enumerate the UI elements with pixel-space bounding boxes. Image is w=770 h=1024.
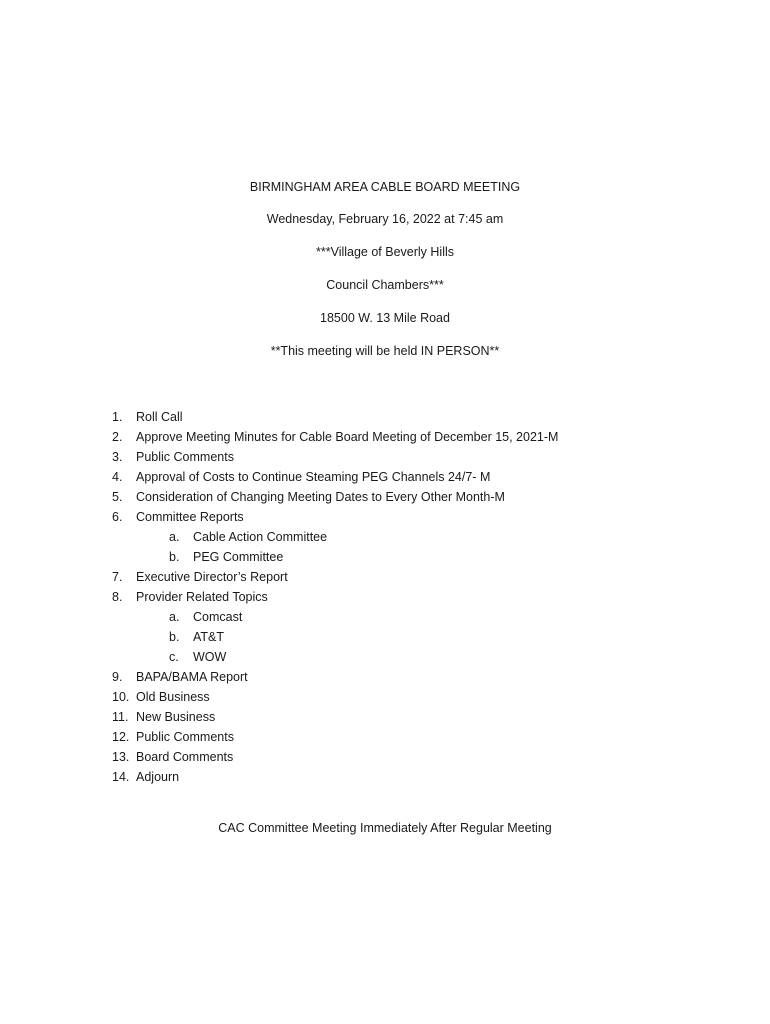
agenda-item-text: Adjourn (136, 770, 180, 784)
agenda-item (0, 407, 770, 427)
agenda-item (0, 567, 770, 587)
agenda-list (0, 407, 770, 787)
agenda-item-number: 10. (112, 690, 130, 704)
agenda-item-text: Approval of Costs to Continue Steaming PEG Channels 24/7- M (136, 470, 491, 484)
meeting-title: BIRMINGHAM AREA CABLE BOARD MEETING (249, 180, 521, 194)
agenda-item-number: 4. (112, 470, 123, 484)
agenda-item-number: 6. (112, 510, 123, 524)
agenda-item-number: 11. (112, 710, 129, 724)
agenda-item (0, 707, 770, 727)
agenda-item-text: Approve Meeting Minutes for Cable Board Meeting of December 15, 2021-M (136, 430, 559, 444)
agenda-item-text: Executive Director’s Report (136, 570, 288, 584)
agenda-subitem (0, 607, 770, 627)
agenda-item-text: New Business (136, 710, 216, 724)
agenda-subitem (0, 627, 770, 647)
agenda-item (0, 587, 770, 607)
agenda-subitem-text: WOW (193, 650, 227, 664)
agenda-subitem-letter: a. (169, 610, 180, 624)
agenda-item-text: Provider Related Topics (136, 590, 268, 604)
agenda-item-text: Consideration of Changing Meeting Dates to Every Other Month-M (136, 490, 505, 504)
agenda-item-number: 12. (112, 730, 130, 744)
meeting-notice: **This meeting will be held IN PERSON** (270, 344, 500, 358)
agenda-subitem-letter: c. (169, 650, 179, 664)
agenda-item-text: Board Comments (136, 750, 234, 764)
meeting-date: Wednesday, February 16, 2022 at 7:45 am (266, 212, 504, 226)
agenda-subitem-text: PEG Committee (193, 550, 284, 564)
agenda-item-text: Old Business (136, 690, 210, 704)
agenda-subitem-letter: b. (169, 630, 180, 644)
agenda-item-text: BAPA/BAMA Report (136, 670, 248, 684)
agenda-subitem-letter: b. (169, 550, 180, 564)
agenda-item-number: 8. (112, 590, 123, 604)
agenda-subitem (0, 527, 770, 547)
agenda-item (0, 447, 770, 467)
agenda-item (0, 507, 770, 527)
agenda-item-text: Public Comments (136, 730, 234, 744)
footer-note: CAC Committee Meeting Immediately After Regular Meeting (218, 821, 552, 835)
agenda-item-number: 9. (112, 670, 123, 684)
agenda-subitem (0, 647, 770, 667)
agenda-subitem-text: AT&T (193, 630, 225, 644)
agenda-item-number: 14. (112, 770, 130, 784)
agenda-item (0, 727, 770, 747)
agenda-item (0, 427, 770, 447)
agenda-item (0, 687, 770, 707)
agenda-item-text: Committee Reports (136, 510, 244, 524)
agenda-subitem (0, 547, 770, 567)
agenda-item-number: 1. (112, 410, 123, 424)
meeting-location-line-1: ***Village of Beverly Hills (315, 245, 455, 259)
agenda-item-number: 2. (112, 430, 123, 444)
agenda-item-number: 7. (112, 570, 123, 584)
agenda-item (0, 747, 770, 767)
agenda-subitem-letter: a. (169, 530, 180, 544)
agenda-item (0, 487, 770, 507)
agenda-item (0, 667, 770, 687)
agenda-item (0, 467, 770, 487)
agenda-item-number: 5. (112, 490, 123, 504)
agenda-item-number: 3. (112, 450, 123, 464)
agenda-item (0, 767, 770, 787)
agenda-item-text: Roll Call (136, 410, 183, 424)
agenda-item-number: 13. (112, 750, 130, 764)
meeting-location-line-2: Council Chambers*** (326, 278, 444, 292)
agenda-item-text: Public Comments (136, 450, 234, 464)
agenda-subitem-text: Cable Action Committee (193, 530, 328, 544)
meeting-address: 18500 W. 13 Mile Road (320, 311, 450, 325)
agenda-subitem-text: Comcast (193, 610, 243, 624)
